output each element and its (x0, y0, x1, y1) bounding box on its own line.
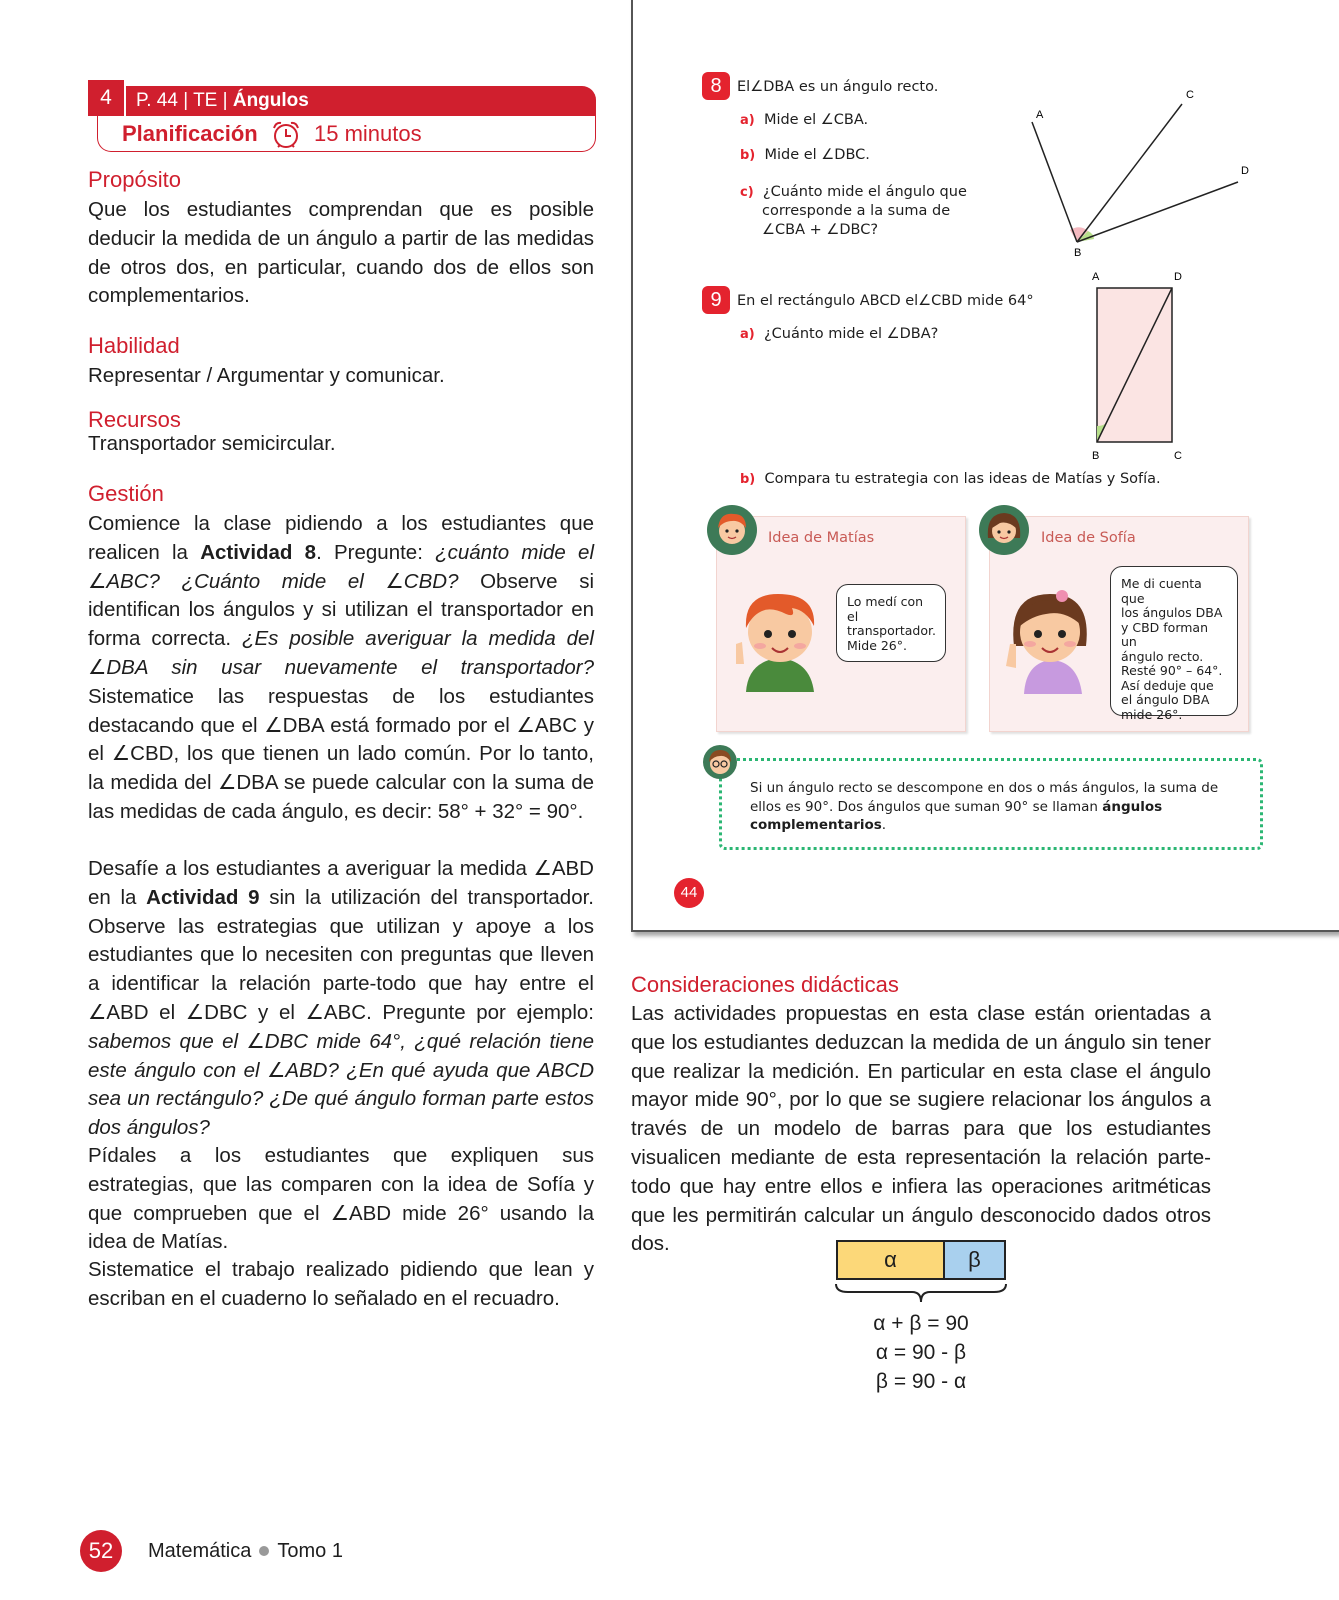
text-run: Si un ángulo recto se descompone en dos o más ángulos, la suma de ellos es 90°. Dos ángulos que suman 90° se llaman (750, 780, 1219, 815)
text-run: Observe si identifican los ángulos y si utilizan el transportador en forma correcta. (88, 569, 594, 651)
bar-beta: β (945, 1240, 1006, 1280)
gestion-paragraph-2 (88, 855, 594, 1143)
activity-9a (740, 325, 938, 344)
equation-3: β = 90 - α (875, 1370, 967, 1393)
text-run: Comience la clase pidiendo a los estudiantes que realicen la (88, 512, 594, 564)
bubble-line: transportador. (847, 623, 936, 638)
gestion-paragraph-3: Pídales a los estudiantes que expliquen sus estrategias, que las comparen con la idea de Sofía y que comprueben que el ∠ABD mide 26° usando la idea de Matías. (88, 1144, 594, 1254)
habilidad-title: Habilidad (88, 333, 180, 358)
matias-speech-bubble (836, 584, 946, 662)
item-letter: b) (740, 148, 756, 163)
gestion-paragraph-4: Sistematice el trabajo realizado pidiendo que lean y escriban en el cuaderno lo señalado en el recuadro. (88, 1258, 594, 1310)
teacher-avatar-icon (702, 744, 738, 780)
item-text: ¿Cuánto mide el ángulo que (762, 184, 967, 200)
ray-bd (1077, 182, 1238, 242)
activity-8c (740, 183, 967, 202)
item-text: Mide el ∠DBC. (764, 147, 870, 163)
te-label: TE (193, 90, 218, 111)
label-c: C (1174, 450, 1182, 462)
activity-9b (740, 470, 1161, 489)
planning-duration: 15 minutos (314, 121, 422, 146)
activity-ref: Actividad 9 (146, 885, 260, 909)
label-b: B (1092, 450, 1100, 462)
idea-matias-title: Idea de Matías (768, 530, 875, 546)
bubble-line: mide 26°. (1121, 706, 1183, 722)
bubble-line: Lo medí con el (847, 594, 924, 624)
activity-8b (740, 146, 870, 165)
item-text: ¿Cuánto mide el ∠DBA? (763, 326, 939, 342)
footer-text (148, 1537, 343, 1565)
item-letter: a) (740, 113, 755, 128)
page-ref: P. 44 (136, 90, 178, 111)
key-idea-text (750, 779, 1250, 835)
proposito-title: Propósito (88, 167, 181, 192)
question-run: ¿cuánto mide el ∠ABC? ¿Cuánto mide el ∠CBD? (88, 540, 595, 593)
activity-ref: Actividad 8 (200, 540, 317, 564)
proposito-text: Que los estudiantes comprendan que es posible deducir la medida de un ángulo a partir de las medidas de otros dos, en particular, cuando dos de ellos son complementarios. (88, 198, 594, 308)
key-term: ángulos complementarios (750, 798, 1163, 833)
label-d: D (1241, 165, 1249, 177)
text-run: sin la utilización del transportador. Observe las estrategias que utilizan y apoye a los estudiantes que lo necesiten con preguntas que lleven a identificar la relación parte-todo que hay entre el ∠ABD el ∠DBC y el ∠ABC. Pregunte por ejemplo: (88, 885, 594, 1024)
bubble-line: Así deduje que (1121, 677, 1214, 693)
bar-alpha: α (836, 1240, 945, 1280)
label-c: C (1186, 89, 1194, 101)
gestion-paragraph-1 (88, 510, 594, 827)
ray-bc (1077, 104, 1182, 242)
rectangle-diagram-9 (1080, 266, 1190, 464)
label-a: A (1036, 109, 1044, 121)
lesson-number: 4 (88, 80, 126, 116)
habilidad-text: Representar / Argumentar y comunicar. (88, 364, 445, 387)
sofia-speech-bubble (1110, 566, 1238, 722)
text-run: Sistematice las respuestas de los estudiantes destacando que el ∠DBA está formado por el ∠ABC y el ∠CBD, los que tienen un lado común. Por lo tanto, la medida del ∠DBA se puede calcular con la suma de las medidas de cada ángulo, es decir: 58° + 32° = 90°. (88, 684, 594, 823)
equation-1: α + β = 90 (873, 1312, 969, 1335)
workbook-page-number: 44 (674, 878, 704, 908)
activity-8-statement: El∠DBA es un ángulo recto. (737, 79, 939, 95)
ray-ba (1032, 122, 1077, 242)
question-run: sabemos que el ∠DBC mide 64°, ¿qué relación tiene este ángulo con el ∠ABD? ¿En qué ayuda que ABCD sea un rectángulo? ¿De qué ángulo forman parte estos dos ángulos? (88, 1029, 594, 1140)
activity-8a (740, 111, 868, 130)
bubble-line: Mide 26°. (847, 637, 907, 653)
label-b: B (1074, 247, 1082, 259)
text-run: Desafíe a los estudiantes a averiguar la medida ∠ABD en la (88, 857, 594, 909)
question-run: ¿Es posible averiguar la medida del ∠DBA sin usar nuevamente el transportador? (88, 627, 594, 679)
bubble-line: Me di cuenta que (1121, 576, 1202, 606)
bubble-line: Resté 90° – 64°. (1121, 663, 1223, 678)
page-number: 52 (80, 1530, 122, 1572)
bubble-line: y CBD forman un (1121, 619, 1208, 649)
brace-icon (834, 1282, 1008, 1304)
sofia-illustration (1002, 584, 1098, 694)
matias-avatar-icon (706, 504, 758, 556)
gestion-title: Gestión (88, 481, 164, 506)
lesson-title: Ángulos (232, 90, 309, 111)
volume-label: Tomo 1 (277, 1540, 343, 1562)
planning-label: Planificación (122, 121, 258, 146)
lesson-header-text: P. 44 | TE | Ángulos (136, 90, 309, 111)
activity-9-badge: 9 (702, 286, 730, 314)
subject-label: Matemática (148, 1540, 252, 1562)
item-letter: a) (740, 327, 755, 342)
label-d: D (1174, 271, 1182, 283)
bubble-line: los ángulos DBA (1121, 605, 1223, 620)
activity-9-statement: En el rectángulo ABCD el∠CBD mide 64° (737, 293, 1034, 309)
activity-8-badge: 8 (702, 72, 730, 100)
recursos-text: Transportador semicircular. (88, 432, 336, 455)
bubble-line: el ángulo DBA (1121, 692, 1210, 707)
bubble-line: ángulo recto. (1121, 648, 1204, 664)
item-letter: c) (740, 185, 754, 200)
consideraciones-text: Las actividades propuestas en esta clase están orientadas a que los estudiantes deduzcan la medida de un ángulo sin tener que realizar la medición. En particular en esta clase el ángulo mayor mide 90°, por lo que se sugiere relacionar los ángulos a través de un modelo de barras para que los estudiantes visualicen mediante de esta representación la relación parte-todo que hay entre ellos e infiera las operaciones aritméticas que les permitirán calcular un ángulo desconocido dados otros dos. (631, 1002, 1211, 1256)
item-text: Mide el ∠CBA. (763, 112, 869, 128)
text-run: . Pregunte: (316, 540, 436, 564)
idea-sofia-title: Idea de Sofía (1041, 530, 1136, 546)
activity-8c-line3: ∠CBA + ∠DBC? (762, 222, 879, 238)
alarm-clock-icon (270, 120, 302, 150)
item-text: Compara tu estrategia con las ideas de Matías y Sofía. (764, 471, 1161, 487)
sofia-avatar-icon (978, 504, 1030, 556)
item-letter: b) (740, 472, 756, 487)
angle-diagram-8 (1020, 84, 1290, 260)
label-a: A (1092, 271, 1100, 283)
matias-illustration (730, 588, 830, 692)
text-run: . (881, 817, 887, 833)
separator-dot (259, 1546, 269, 1556)
consideraciones-title: Consideraciones didácticas (631, 972, 899, 997)
activity-8c-line2: corresponde a la suma de (762, 203, 951, 219)
equation-2: α = 90 - β (875, 1341, 967, 1364)
recursos-title: Recursos (88, 407, 181, 432)
